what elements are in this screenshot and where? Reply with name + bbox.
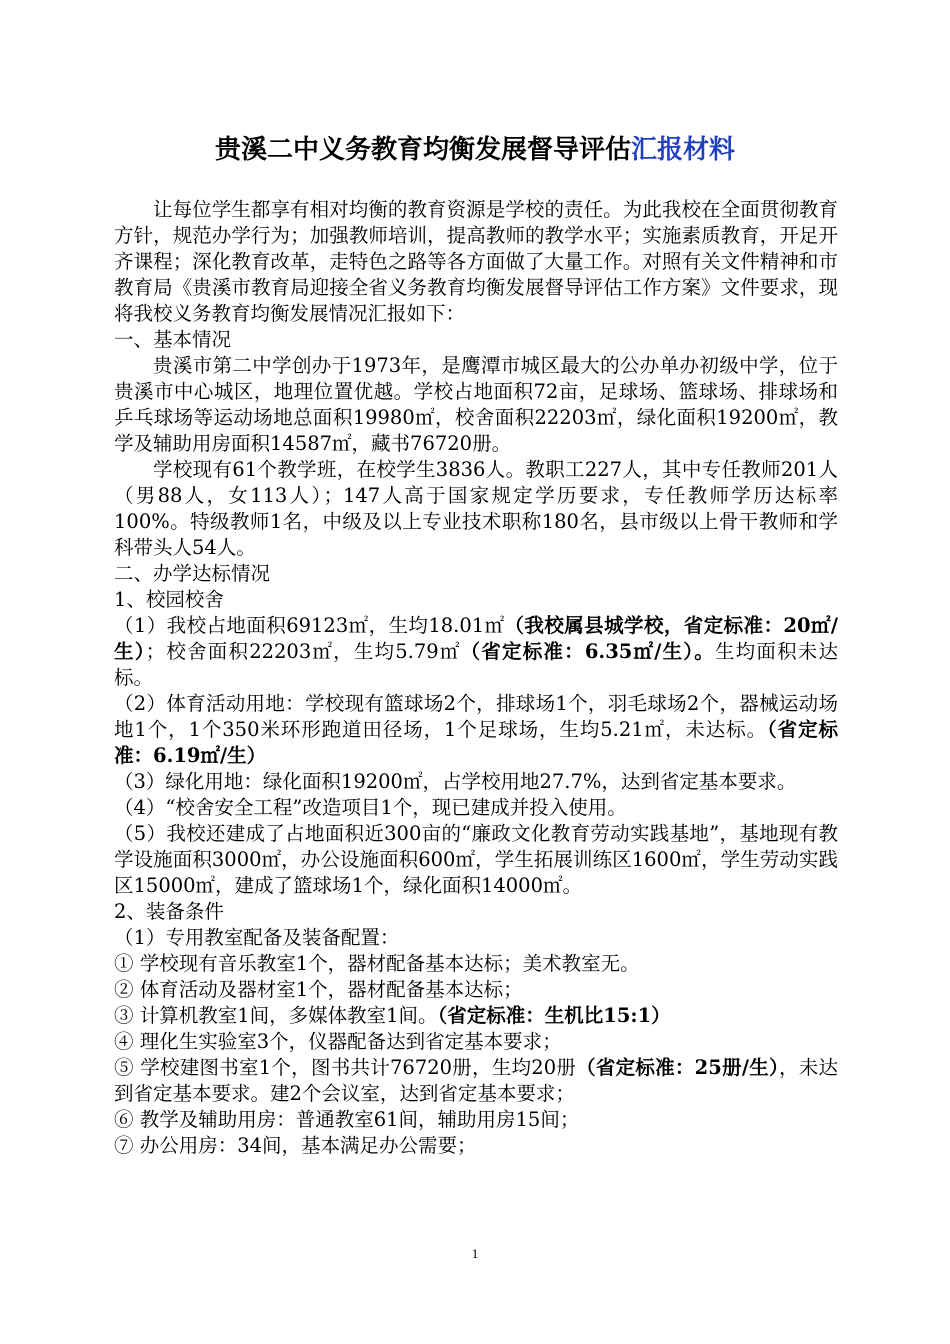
campus-item-2-text: （2）体育活动用地：学校现有篮球场2个，排球场1个，羽毛球场2个，器械运动场地1个，1个350米环形跑道田径场，1个足球场，生均5.21㎡，未达标。 [114,692,838,741]
campus-item-3: （3）绿化用地：绿化面积19200㎡，占学校用地27.7%，达到省定基本要求。 [114,770,797,793]
campus-item-2-standard: （省定标准：6.19㎡/生） [114,718,838,767]
equipment-list-item-5-text-a: ⑤ 学校建图书室1个，图书共计76720册，生均20册 [114,1056,577,1079]
campus-item-1-text-e: 生均面积未达标。 [114,640,838,689]
equipment-list-item-5-standard: （省定标准：25册/生） [576,1056,779,1079]
subsection-heading-equipment: 2、装备条件 [114,900,224,923]
campus-item-5: （5）我校还建成了占地面积近300亩的“廉政文化教育劳动实践基地”，基地现有教学设施面积3000㎡，办公设施面积600㎡，学生拓展训练区1600㎡，学生劳动实践区15000㎡，建成了篮球场1个，绿化面积14000㎡。 [114,822,838,897]
campus-item-1-standard-a: （我校属县城学校，省定标准：20㎡/生） [114,614,838,663]
subsection-heading-campus: 1、校园校舍 [114,588,224,611]
campus-item-1-text-c: ；校舍面积22203㎡，生均5.79㎡ [145,640,461,663]
equipment-list-item-7: ⑦ 办公用房：34间，基本满足办公需要； [114,1134,477,1157]
equipment-list-item-6: ⑥ 教学及辅助用房：普通教室61间，辅助用房15间； [114,1108,580,1131]
equipment-list-item-5-text-c: ，未达到省定基本要求。建2个会议室，达到省定基本要求； [114,1056,838,1105]
equipment-list-item-1: ① 学校现有音乐教室1个，器材配备基本达标；美术教室无。 [114,952,640,975]
equipment-list-item-3-standard: （省定标准：生机比15:1） [437,1004,671,1027]
basic-paragraph-2: 学校现有61个教学班，在校学生3836人。教职工227人，其中专任教师201人（男88人，女113人）；147人高于国家规定学历要求，专任教师学历达标率100%。特级教师1名，中级及以上专业技术职称180名，县市级以上骨干教师和学科带头人54人。 [114,458,838,559]
equipment-list-item-3-text: ③ 计算机教室1间，多媒体教室1间。 [114,1004,438,1027]
equipment-list-item-2: ② 体育活动及器材室1个，器材配备基本达标； [114,978,523,1001]
intro-paragraph: 让每位学生都享有相对均衡的教育资源是学校的责任。为此我校在全面贯彻教育方针，规范办学行为；加强教师培训，提高教师的教学水平；实施素质教育，开足开齐课程；深化教育改革，走特色之路等各方面做了大量工作。对照有关文件精神和市教育局《贵溪市教育局迎接全省义务教育均衡发展督导评估工作方案》文件要求，现将我校义务教育均衡发展情况汇报如下： [114,198,838,325]
equipment-list-item-5 [114,1055,838,1107]
basic-paragraph-1: 贵溪市第二中学创办于1973年，是鹰潭市城区最大的公办单办初级中学，位于贵溪市中心城区，地理位置优越。学校占地面积72亩，足球场、篮球场、排球场和乒乓球场等运动场地总面积19980㎡，校舍面积22203㎡，绿化面积19200㎡，教学及辅助用房面积14587㎡，藏书76720册。 [114,354,838,455]
page-number: 1 [471,1246,479,1261]
equipment-list-item-4: ④ 理化生实验室3个，仪器配备达到省定基本要求； [114,1030,562,1053]
title-main: 贵溪二中义务教育均衡发展督导评估 [214,135,631,165]
title-highlight: 汇报材料 [631,135,736,165]
document-title [0,132,950,168]
campus-item-2 [114,691,838,769]
equipment-list-item-3 [114,1003,838,1029]
document-body [114,197,838,1159]
section-heading-standards: 二、办学达标情况 [114,562,271,585]
section-heading-basic: 一、基本情况 [114,328,232,351]
campus-item-4: （4）“校舍安全工程”改造项目1个，现已建成并投入使用。 [114,796,627,819]
campus-item-1-standard-b: （省定标准：6.35㎡/生）。 [460,640,715,663]
campus-item-1-text-a: （1）我校占地面积69123㎡，生均18.01㎡ [114,614,505,637]
campus-item-1 [114,613,838,691]
equipment-item-1: （1）专用教室配备及装备配置： [114,926,400,949]
